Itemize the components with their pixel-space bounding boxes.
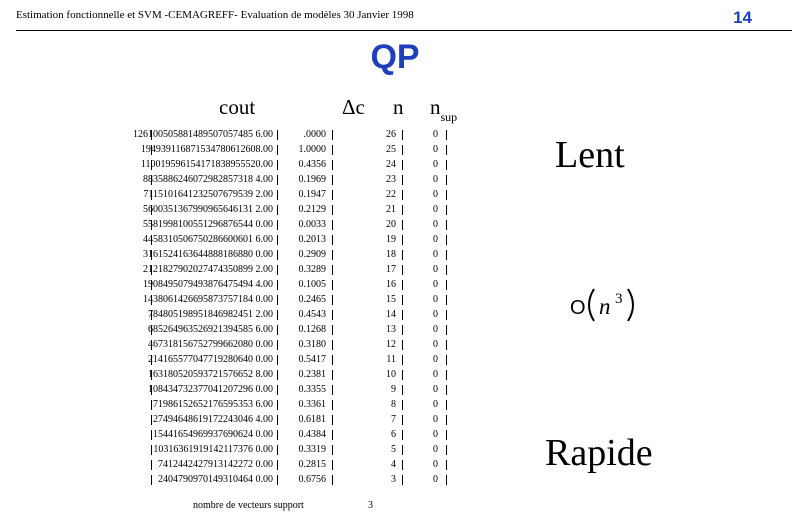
n-sup-value: 0	[433, 144, 438, 155]
cell-divider	[277, 175, 278, 185]
cell-divider	[402, 130, 403, 140]
cell-divider	[402, 310, 403, 320]
cell-divider	[446, 235, 447, 245]
n-sup-value: 0	[433, 384, 438, 395]
n-sup-value: 0	[433, 279, 438, 290]
cell-divider	[277, 415, 278, 425]
cell-divider	[332, 130, 333, 140]
n-sup-value: 0	[433, 414, 438, 425]
complexity-prefix: O	[570, 297, 586, 319]
cell-divider	[332, 160, 333, 170]
n-value: 11	[386, 354, 396, 365]
cell-divider	[277, 460, 278, 470]
cell-divider	[402, 175, 403, 185]
n-value: 10	[386, 369, 396, 380]
delta-c-value: 0.4356	[298, 159, 326, 170]
n-value: 25	[386, 144, 396, 155]
cell-divider	[402, 220, 403, 230]
cout-value: 3161524163644888186880 0.00	[143, 249, 273, 260]
table-row	[140, 247, 450, 262]
cout-value: 7412442427913142272 0.00	[158, 459, 273, 470]
n-value: 8	[391, 399, 396, 410]
cell-divider	[277, 340, 278, 350]
delta-c-value: 0.3361	[298, 399, 326, 410]
cell-divider	[332, 190, 333, 200]
cell-divider	[402, 355, 403, 365]
n-sup-value: 0	[433, 324, 438, 335]
cell-divider	[277, 400, 278, 410]
cell-divider	[446, 475, 447, 485]
cell-divider	[402, 160, 403, 170]
cout-value: 467318156752799662080 0.00	[148, 339, 273, 350]
column-header-n-sup	[430, 95, 457, 125]
cell-divider	[402, 145, 403, 155]
n-value: 7	[391, 414, 396, 425]
table-row	[140, 427, 450, 442]
cell-divider	[332, 475, 333, 485]
cell-divider	[277, 325, 278, 335]
n-value: 9	[391, 384, 396, 395]
delta-c-value: 0.1005	[298, 279, 326, 290]
n-value: 21	[386, 204, 396, 215]
cell-divider	[151, 400, 152, 410]
cell-divider	[446, 130, 447, 140]
header-text: Estimation fonctionnelle et SVM -CEMAGREFF- Evaluation de modèles 30 Janvier 1998	[16, 9, 414, 21]
n-sup-value: 0	[433, 369, 438, 380]
cout-value: 5600351367990965646131 2.00	[143, 204, 273, 215]
table-row	[140, 412, 450, 427]
table-row	[133, 127, 450, 142]
table-row	[140, 382, 450, 397]
cell-divider	[277, 190, 278, 200]
n-value: 26	[386, 129, 396, 140]
cell-divider	[277, 430, 278, 440]
cell-divider	[446, 430, 447, 440]
n-sup-value: 0	[433, 354, 438, 365]
cell-divider	[277, 205, 278, 215]
table-row	[140, 337, 450, 352]
cell-divider	[402, 430, 403, 440]
cout-value: 194939116871534780612608.00	[140, 144, 273, 155]
cell-divider	[332, 220, 333, 230]
table-row	[140, 472, 450, 487]
delta-c-value: 0.5417	[298, 354, 326, 365]
cell-divider	[402, 190, 403, 200]
cell-divider	[446, 460, 447, 470]
table-row	[140, 172, 450, 187]
cout-value: 5581998100551296876544 0.00	[143, 219, 273, 230]
cell-divider	[332, 415, 333, 425]
cell-divider	[332, 400, 333, 410]
n-value: 20	[386, 219, 396, 230]
n-sup-value: 0	[433, 339, 438, 350]
cell-divider	[277, 475, 278, 485]
cout-value: 27494648619172243046 4.00	[153, 414, 273, 425]
table-row	[140, 142, 450, 157]
column-header-cout: cout	[219, 95, 256, 119]
column-header-delta-c: Δc	[342, 95, 365, 119]
n-sup-value: 0	[433, 219, 438, 230]
n-sup-value: 0	[433, 159, 438, 170]
n-value: 23	[386, 174, 396, 185]
cell-divider	[277, 160, 278, 170]
cell-divider	[332, 370, 333, 380]
cell-divider	[332, 145, 333, 155]
label-rapide: Rapide	[545, 432, 653, 474]
cout-value: 110019596154171838955520.00	[140, 159, 273, 170]
delta-c-value: 0.1268	[298, 324, 326, 335]
n-value: 18	[386, 249, 396, 260]
header-divider	[16, 30, 792, 31]
table-row	[140, 307, 450, 322]
table-row	[140, 457, 450, 472]
delta-c-value: 0.1969	[298, 174, 326, 185]
slide-title: QP	[370, 38, 420, 76]
cell-divider	[151, 415, 152, 425]
cell-divider	[332, 385, 333, 395]
cell-divider	[446, 220, 447, 230]
delta-c-value: 0.6756	[298, 474, 326, 485]
cout-value: 126100505881489507057485 6.00	[133, 129, 273, 140]
cell-divider	[402, 250, 403, 260]
cell-divider	[332, 235, 333, 245]
cell-divider	[332, 430, 333, 440]
support-vector-count-value: 3	[368, 500, 373, 511]
delta-c-value: 0.2013	[298, 234, 326, 245]
table-row	[140, 397, 450, 412]
cell-divider	[277, 250, 278, 260]
table-row	[140, 292, 450, 307]
table-row	[140, 202, 450, 217]
cell-divider	[277, 280, 278, 290]
cell-divider	[402, 415, 403, 425]
delta-c-value: 0.2815	[298, 459, 326, 470]
cout-value: 163180520593721576652 8.00	[148, 369, 273, 380]
table-row	[140, 157, 450, 172]
cell-divider	[402, 370, 403, 380]
cell-divider	[277, 265, 278, 275]
cell-divider	[402, 205, 403, 215]
delta-c-value: 0.2129	[298, 204, 326, 215]
cout-value: 1908495079493876475494 4.00	[143, 279, 273, 290]
n-value: 5	[391, 444, 396, 455]
table-row	[140, 232, 450, 247]
delta-c-value: 0.1947	[298, 189, 326, 200]
cout-value: 1438061426695873757184 0.00	[143, 294, 273, 305]
cell-divider	[277, 145, 278, 155]
cell-divider	[332, 445, 333, 455]
cell-divider	[446, 175, 447, 185]
n-sup-value: 0	[433, 459, 438, 470]
cell-divider	[402, 445, 403, 455]
n-value: 14	[386, 309, 396, 320]
cell-divider	[402, 400, 403, 410]
cell-divider	[446, 160, 447, 170]
cell-divider	[402, 235, 403, 245]
n-value: 3	[391, 474, 396, 485]
cell-divider	[446, 310, 447, 320]
cout-value: 2404790970149310464 0.00	[158, 474, 273, 485]
cout-value: 2121827902027474350899 2.00	[143, 264, 273, 275]
column-header-n: n	[393, 95, 404, 119]
cell-divider	[332, 460, 333, 470]
cell-divider	[277, 130, 278, 140]
cell-divider	[402, 475, 403, 485]
table-row	[140, 322, 450, 337]
cell-divider	[446, 340, 447, 350]
cell-divider	[277, 295, 278, 305]
complexity-left-paren	[589, 289, 594, 321]
delta-c-value: 0.4384	[298, 429, 326, 440]
n-value: 24	[386, 159, 396, 170]
complexity-exponent: 3	[615, 291, 623, 307]
n-value: 19	[386, 234, 396, 245]
n-sup-value: 0	[433, 234, 438, 245]
n-sup-value: 0	[433, 429, 438, 440]
cell-divider	[446, 355, 447, 365]
n-sup-value: 0	[433, 264, 438, 275]
n-sup-value: 0	[433, 204, 438, 215]
complexity-formula	[570, 283, 650, 327]
cout-value: 214165577047719280640 0.00	[148, 354, 273, 365]
n-sup-value: 0	[433, 129, 438, 140]
cell-divider	[402, 340, 403, 350]
complexity-right-paren	[628, 289, 633, 321]
cell-divider	[446, 190, 447, 200]
delta-c-value: 0.3289	[298, 264, 326, 275]
delta-c-value: 0.2909	[298, 249, 326, 260]
delta-c-value: 0.6181	[298, 414, 326, 425]
complexity-base: n	[599, 294, 611, 319]
cell-divider	[332, 295, 333, 305]
cout-value: 4458310506750286600601 6.00	[143, 234, 273, 245]
table-row	[140, 217, 450, 232]
delta-c-value: 0.3355	[298, 384, 326, 395]
results-table	[133, 127, 450, 487]
cell-divider	[402, 385, 403, 395]
cell-divider	[332, 250, 333, 260]
page-number: 14	[733, 8, 752, 27]
cell-divider	[402, 325, 403, 335]
table-row	[140, 352, 450, 367]
delta-c-value: 1.0000	[298, 144, 326, 155]
n-value: 4	[391, 459, 396, 470]
table-row	[140, 187, 450, 202]
delta-c-value: 0.2381	[298, 369, 326, 380]
cell-divider	[446, 250, 447, 260]
cell-divider	[446, 445, 447, 455]
n-value: 22	[386, 189, 396, 200]
table-row	[140, 262, 450, 277]
cell-divider	[277, 385, 278, 395]
cout-value: 8835886246072982857318 4.00	[143, 174, 273, 185]
n-sup-value: 0	[433, 249, 438, 260]
support-vector-count-label: nombre de vecteurs support	[193, 500, 304, 511]
cell-divider	[332, 340, 333, 350]
cell-divider	[402, 280, 403, 290]
n-sup-value: 0	[433, 189, 438, 200]
n-value: 6	[391, 429, 396, 440]
cell-divider	[402, 295, 403, 305]
cell-divider	[446, 400, 447, 410]
cell-divider	[277, 445, 278, 455]
n-sup-value: 0	[433, 444, 438, 455]
cell-divider	[151, 475, 152, 485]
n-sup-value: 0	[433, 474, 438, 485]
cell-divider	[402, 265, 403, 275]
delta-c-value: 0.0033	[298, 219, 326, 230]
cout-value: 108434732377041207296 0.00	[148, 384, 273, 395]
n-value: 13	[386, 324, 396, 335]
cell-divider	[332, 355, 333, 365]
cell-divider	[151, 445, 152, 455]
n-sup-value: 0	[433, 399, 438, 410]
cell-divider	[446, 265, 447, 275]
n-sup-value: 0	[433, 294, 438, 305]
cell-divider	[151, 460, 152, 470]
cell-divider	[332, 310, 333, 320]
delta-c-value: 0.3319	[298, 444, 326, 455]
cout-value: 7115101641232507679539 2.00	[143, 189, 273, 200]
cell-divider	[332, 205, 333, 215]
table-row	[140, 277, 450, 292]
cell-divider	[446, 205, 447, 215]
cell-divider	[332, 175, 333, 185]
n-sup-value: 0	[433, 174, 438, 185]
cell-divider	[277, 310, 278, 320]
cell-divider	[332, 265, 333, 275]
cell-divider	[446, 385, 447, 395]
n-value: 17	[386, 264, 396, 275]
cell-divider	[402, 460, 403, 470]
delta-c-value: 0.3180	[298, 339, 326, 350]
table-row	[140, 367, 450, 382]
cell-divider	[446, 325, 447, 335]
cell-divider	[446, 280, 447, 290]
cell-divider	[446, 295, 447, 305]
cell-divider	[277, 370, 278, 380]
label-lent: Lent	[555, 134, 625, 176]
cell-divider	[151, 430, 152, 440]
cout-value: 10316361919142117376 0.00	[153, 444, 273, 455]
cell-divider	[446, 370, 447, 380]
cout-value: 685264963526921394585 6.00	[148, 324, 273, 335]
cell-divider	[277, 355, 278, 365]
n-value: 16	[386, 279, 396, 290]
n-value: 15	[386, 294, 396, 305]
cell-divider	[277, 235, 278, 245]
cout-value: 784805198951846982451 2.00	[148, 309, 273, 320]
cell-divider	[332, 325, 333, 335]
n-value: 12	[386, 339, 396, 350]
delta-c-value: 0.4543	[298, 309, 326, 320]
delta-c-value: .0000	[303, 129, 326, 140]
table-row	[140, 442, 450, 457]
cell-divider	[446, 415, 447, 425]
cell-divider	[277, 220, 278, 230]
delta-c-value: 0.2465	[298, 294, 326, 305]
n-sup-value: 0	[433, 309, 438, 320]
n-sup-subscript: sup	[440, 110, 458, 124]
cell-divider	[446, 145, 447, 155]
n-sup-base: n	[430, 95, 441, 119]
cout-value: 71986152652176595353 6.00	[153, 399, 273, 410]
cell-divider	[332, 280, 333, 290]
cout-value: 15441654969937690624 0.00	[153, 429, 273, 440]
